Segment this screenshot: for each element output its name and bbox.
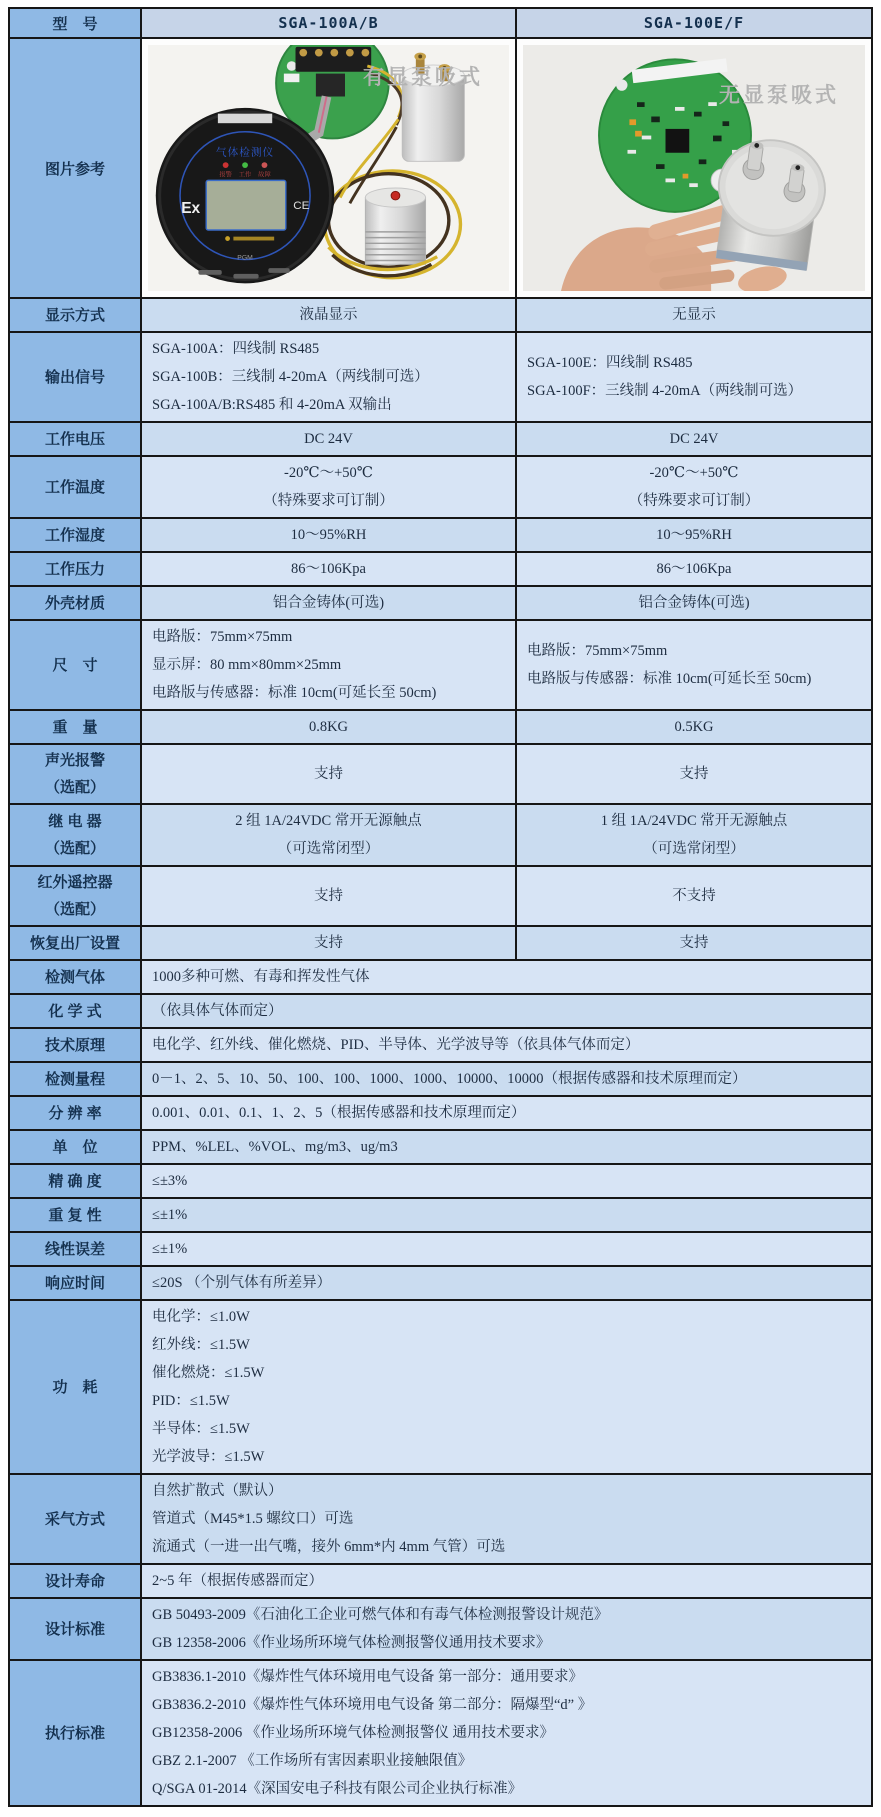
spec-value-line: 1000多种可燃、有毒和挥发性气体 xyxy=(152,969,370,985)
row-label xyxy=(9,1232,141,1266)
row-label-line: 执行标准 xyxy=(44,1724,105,1742)
spec-value-line: 红外线：≤1.5W xyxy=(152,1337,250,1353)
row-label xyxy=(9,1096,141,1130)
spec-value xyxy=(141,1028,872,1062)
row-label-line: 精 确 度 xyxy=(48,1172,102,1190)
row-label xyxy=(9,518,141,552)
row-label-line: （选配） xyxy=(44,779,105,796)
spec-value-line: ≤±3% xyxy=(152,1173,188,1189)
row-label-line: 设计寿命 xyxy=(44,1572,105,1590)
spec-value-line: 管道式（M45*1.5 螺纹口）可选 xyxy=(152,1511,354,1527)
photo-cell-left xyxy=(141,38,516,298)
product-photo-sga100ef xyxy=(523,45,865,291)
left-photo-watermark: 有显泵吸式 xyxy=(363,65,483,89)
spec-row xyxy=(9,586,872,620)
spec-row xyxy=(9,710,872,744)
spec-value xyxy=(141,744,516,804)
led-label-alarm: 报警 xyxy=(219,171,232,179)
row-label xyxy=(9,1062,141,1096)
spec-value xyxy=(141,1164,872,1198)
spec-value-line: 流通式（一进一出气嘴，接外 6mm*内 4mm 气管）可选 xyxy=(152,1539,506,1555)
spec-row xyxy=(9,518,872,552)
spec-value xyxy=(141,994,872,1028)
row-label-line: 检测量程 xyxy=(44,1070,105,1088)
spec-value-line: （特殊要求可订制） xyxy=(628,493,760,509)
row-label-line: 响应时间 xyxy=(44,1274,105,1292)
row-label xyxy=(9,994,141,1028)
spec-value xyxy=(516,518,872,552)
spec-value-line: 支持 xyxy=(314,766,343,782)
spec-value xyxy=(141,1062,872,1096)
spec-value-line: SGA-100F：三线制 4-20mA（两线制可选） xyxy=(527,383,803,399)
spec-value xyxy=(516,744,872,804)
spec-value-line: SGA-100B：三线制 4-20mA（两线制可选） xyxy=(152,369,429,385)
row-label-line: 声光报警 xyxy=(44,752,105,769)
spec-row xyxy=(9,994,872,1028)
photo-row-label: 图片参考 xyxy=(9,38,141,298)
spec-value-line: 支持 xyxy=(679,766,709,782)
spec-value xyxy=(141,298,516,332)
spec-value-line: 2~5 年（根据传感器而定） xyxy=(152,1573,323,1589)
row-label xyxy=(9,1660,141,1806)
spec-row xyxy=(9,1198,872,1232)
spec-value xyxy=(141,1198,872,1232)
sensor-cylinder-icon xyxy=(365,188,425,264)
spec-value xyxy=(516,552,872,586)
model-name-sga100ab: SGA-100A/B xyxy=(141,8,516,38)
spec-value-line: SGA-100A：四线制 RS485 xyxy=(152,341,320,357)
row-label-line: 继 电 器 xyxy=(48,813,102,830)
row-label xyxy=(9,866,141,926)
spec-value-line: 0－1、2、5、10、50、100、100、1000、1000、10000、10000（根据传感器和技术原理而定） xyxy=(152,1071,747,1087)
row-label-line: 工作压力 xyxy=(44,560,105,578)
row-label-line: 技术原理 xyxy=(44,1036,105,1054)
spec-value-line: ≤20S （个别气体有所差异） xyxy=(152,1275,332,1291)
photo-reference-row xyxy=(9,38,872,298)
spec-value-line: GB3836.2-2010《爆炸性气体环境用电气设备 第二部分：隔爆型“d” 》 xyxy=(152,1697,593,1713)
spec-value-line: 电路版：75mm×75mm xyxy=(152,629,293,645)
spec-value-line: （可选常闭型） xyxy=(277,841,380,857)
spec-value xyxy=(516,586,872,620)
row-label xyxy=(9,586,141,620)
row-label xyxy=(9,1130,141,1164)
right-photo-watermark: 无显泵吸式 xyxy=(719,83,839,107)
row-label-line: 单 位 xyxy=(52,1138,98,1156)
row-label-line: 化 学 式 xyxy=(48,1002,102,1020)
spec-table-body xyxy=(9,8,872,1806)
spec-row xyxy=(9,552,872,586)
spec-value xyxy=(141,1598,872,1660)
spec-value xyxy=(141,1266,872,1300)
spec-value-line: 0.001、0.01、0.1、1、2、5（根据传感器和技术原理而定） xyxy=(152,1105,526,1121)
row-label-line: 采气方式 xyxy=(44,1510,105,1528)
spec-value-line: 0.5KG xyxy=(674,719,714,735)
row-label-line: 工作湿度 xyxy=(44,526,105,544)
spec-row xyxy=(9,1232,872,1266)
spec-value-line: 电化学、红外线、催化燃烧、PID、半导体、光学波导等（依具体气体而定） xyxy=(152,1037,640,1053)
row-label xyxy=(9,744,141,804)
spec-value-line: 支持 xyxy=(314,888,343,904)
spec-value xyxy=(141,1232,872,1266)
spec-value xyxy=(516,926,872,960)
row-label xyxy=(9,960,141,994)
model-header-row xyxy=(9,8,872,38)
row-label xyxy=(9,422,141,456)
row-label-line: 重 量 xyxy=(52,718,98,736)
spec-value-line: 铝合金铸体(可选) xyxy=(638,595,750,611)
spec-value xyxy=(141,552,516,586)
row-label-line: 工作温度 xyxy=(44,478,105,496)
row-label xyxy=(9,1198,141,1232)
row-label-line: （选配） xyxy=(44,901,105,918)
spec-value-line: （可选常闭型） xyxy=(643,841,745,857)
row-label xyxy=(9,710,141,744)
spec-value xyxy=(141,1564,872,1598)
spec-value-line: 10～95%RH xyxy=(290,527,367,543)
spec-value-line: PID：≤1.5W xyxy=(152,1393,230,1409)
spec-value xyxy=(516,710,872,744)
spec-row xyxy=(9,1300,872,1474)
spec-row xyxy=(9,620,872,710)
spec-value-line: 铝合金铸体(可选) xyxy=(272,595,385,611)
model-name-sga100ef: SGA-100E/F xyxy=(516,8,872,38)
spec-row xyxy=(9,1266,872,1300)
row-label xyxy=(9,1266,141,1300)
row-label-line: 重 复 性 xyxy=(48,1206,102,1224)
spec-value-line: -20℃～+50℃ xyxy=(649,465,739,481)
detector-title-text: 气体检测仪 xyxy=(215,146,275,159)
spec-row xyxy=(9,298,872,332)
spec-value-line: GB 12358-2006《作业场所环境气体检测报警仪通用技术要求》 xyxy=(152,1635,551,1651)
spec-row xyxy=(9,456,872,518)
spec-value-line: DC 24V xyxy=(669,431,719,447)
spec-value-line: 液晶显示 xyxy=(299,307,358,323)
spec-row xyxy=(9,1096,872,1130)
spec-value-line: GBZ 2.1-2007 《工作场所有害因素职业接触限值》 xyxy=(152,1753,473,1769)
spec-row xyxy=(9,804,872,866)
spec-value xyxy=(141,926,516,960)
spec-value-line: 电路版：75mm×75mm xyxy=(527,643,668,659)
spec-value-line: 不支持 xyxy=(672,888,716,904)
spec-value xyxy=(141,1660,872,1806)
spec-row xyxy=(9,926,872,960)
spec-value xyxy=(141,1300,872,1474)
row-label-line: 检测气体 xyxy=(44,968,105,986)
spec-row xyxy=(9,960,872,994)
row-label xyxy=(9,552,141,586)
spec-value xyxy=(141,620,516,710)
spec-row xyxy=(9,1062,872,1096)
photo-cell-right xyxy=(516,38,872,298)
spec-value-line: -20℃～+50℃ xyxy=(284,465,373,481)
spec-value-line: ≤±1% xyxy=(152,1207,188,1223)
spec-value-line: 电化学：≤1.0W xyxy=(152,1309,250,1325)
spec-value xyxy=(141,332,516,422)
row-label-line: 恢复出厂设置 xyxy=(29,934,120,952)
row-label-line: 分 辨 率 xyxy=(48,1104,102,1122)
row-label xyxy=(9,1164,141,1198)
spec-value-line: DC 24V xyxy=(304,431,353,447)
spec-value-line: 1 组 1A/24VDC 常开无源触点 xyxy=(600,813,788,829)
row-label xyxy=(9,332,141,422)
pgm-label-text: PGM xyxy=(237,254,253,262)
ex-mark-text: Ex xyxy=(181,199,201,217)
row-label xyxy=(9,804,141,866)
row-label-line: 线性误差 xyxy=(44,1240,105,1258)
spec-value-line: SGA-100A/B:RS485 和 4-20mA 双输出 xyxy=(152,397,392,413)
row-label-line: 设计标准 xyxy=(44,1620,105,1638)
row-label-line: 外壳材质 xyxy=(44,594,105,612)
spec-value xyxy=(141,804,516,866)
spec-value xyxy=(141,422,516,456)
row-label-line: 尺 寸 xyxy=(52,656,98,674)
row-label xyxy=(9,1300,141,1474)
model-header-label: 型 号 xyxy=(9,8,141,38)
spec-row xyxy=(9,744,872,804)
spec-value xyxy=(141,1130,872,1164)
row-label xyxy=(9,456,141,518)
spec-row xyxy=(9,1598,872,1660)
spec-value xyxy=(516,422,872,456)
row-label-line: 显示方式 xyxy=(44,306,105,324)
spec-value-line: PPM、%LEL、%VOL、mg/m3、ug/m3 xyxy=(152,1139,398,1155)
spec-value xyxy=(141,1096,872,1130)
spec-row xyxy=(9,1164,872,1198)
row-label-line: 输出信号 xyxy=(44,368,105,386)
spec-row xyxy=(9,1028,872,1062)
spec-value xyxy=(516,804,872,866)
spec-value xyxy=(141,586,516,620)
spec-row xyxy=(9,422,872,456)
spec-value-line: 自然扩散式（默认） xyxy=(152,1483,283,1499)
spec-row xyxy=(9,866,872,926)
spec-row xyxy=(9,332,872,422)
spec-value-line: 0.8KG xyxy=(308,719,349,735)
product-photo-sga100ab xyxy=(148,45,509,291)
spec-value xyxy=(516,866,872,926)
spec-value xyxy=(516,332,872,422)
spec-value-line: 2 组 1A/24VDC 常开无源触点 xyxy=(235,813,422,829)
spec-value-line: 10～95%RH xyxy=(656,527,732,543)
row-label-line: 功 耗 xyxy=(52,1378,98,1396)
row-label xyxy=(9,298,141,332)
spec-value-line: 支持 xyxy=(679,935,709,951)
spec-value xyxy=(141,960,872,994)
spec-value-line: 电路版与传感器：标准 10cm(可延长至 50cm) xyxy=(152,685,437,701)
row-label xyxy=(9,1474,141,1564)
spec-value-line: Q/SGA 01-2014《深国安电子科技有限公司企业执行标准》 xyxy=(152,1781,523,1797)
spec-value xyxy=(141,518,516,552)
spec-value-line: 86～106Kpa xyxy=(291,561,366,577)
row-label-line: （选配） xyxy=(44,840,105,857)
spec-value-line: 86～106Kpa xyxy=(656,561,732,577)
spec-row xyxy=(9,1564,872,1598)
spec-row xyxy=(9,1660,872,1806)
spec-value-line: ≤±1% xyxy=(152,1241,188,1257)
led-label-fault: 故障 xyxy=(258,171,271,179)
spec-value xyxy=(516,456,872,518)
spec-value-line: GB3836.1-2010《爆炸性气体环境用电气设备 第一部分：通用要求》 xyxy=(152,1669,583,1685)
row-label xyxy=(9,1598,141,1660)
spec-value-line: 显示屏：80 mm×80mm×25mm xyxy=(152,657,342,673)
row-label-line: 工作电压 xyxy=(44,430,105,448)
spec-value xyxy=(141,1474,872,1564)
detector-face-icon xyxy=(156,108,335,283)
spec-value xyxy=(141,710,516,744)
ce-mark-text: CE xyxy=(293,200,310,212)
spec-value xyxy=(141,866,516,926)
row-label xyxy=(9,620,141,710)
spec-value-line: 催化燃烧：≤1.5W xyxy=(152,1365,265,1381)
spec-table xyxy=(8,7,873,1807)
spec-value-line: 无显示 xyxy=(672,307,716,323)
spec-value-line: 支持 xyxy=(314,935,343,951)
spec-value xyxy=(141,456,516,518)
spec-value-line: GB 50493-2009《石油化工企业可燃气体和有毒气体检测报警设计规范》 xyxy=(152,1607,609,1623)
spec-value-line: （依具体气体而定） xyxy=(152,1003,283,1019)
spec-value-line: 电路版与传感器：标准 10cm(可延长至 50cm) xyxy=(527,671,812,687)
led-label-work: 工作 xyxy=(238,171,252,179)
row-label-line: 红外遥控器 xyxy=(37,874,113,891)
row-label xyxy=(9,1028,141,1062)
row-label xyxy=(9,1564,141,1598)
spec-value xyxy=(516,298,872,332)
spec-value-line: GB12358-2006 《作业场所环境气体检测报警仪 通用技术要求》 xyxy=(152,1725,554,1741)
spec-value-line: （特殊要求可订制） xyxy=(263,493,394,509)
spec-value-line: 半导体：≤1.5W xyxy=(152,1421,250,1437)
spec-value-line: SGA-100E：四线制 RS485 xyxy=(527,355,693,371)
spec-value-line: 光学波导：≤1.5W xyxy=(152,1449,265,1465)
row-label xyxy=(9,926,141,960)
spec-value xyxy=(516,620,872,710)
spec-row xyxy=(9,1130,872,1164)
spec-row xyxy=(9,1474,872,1564)
